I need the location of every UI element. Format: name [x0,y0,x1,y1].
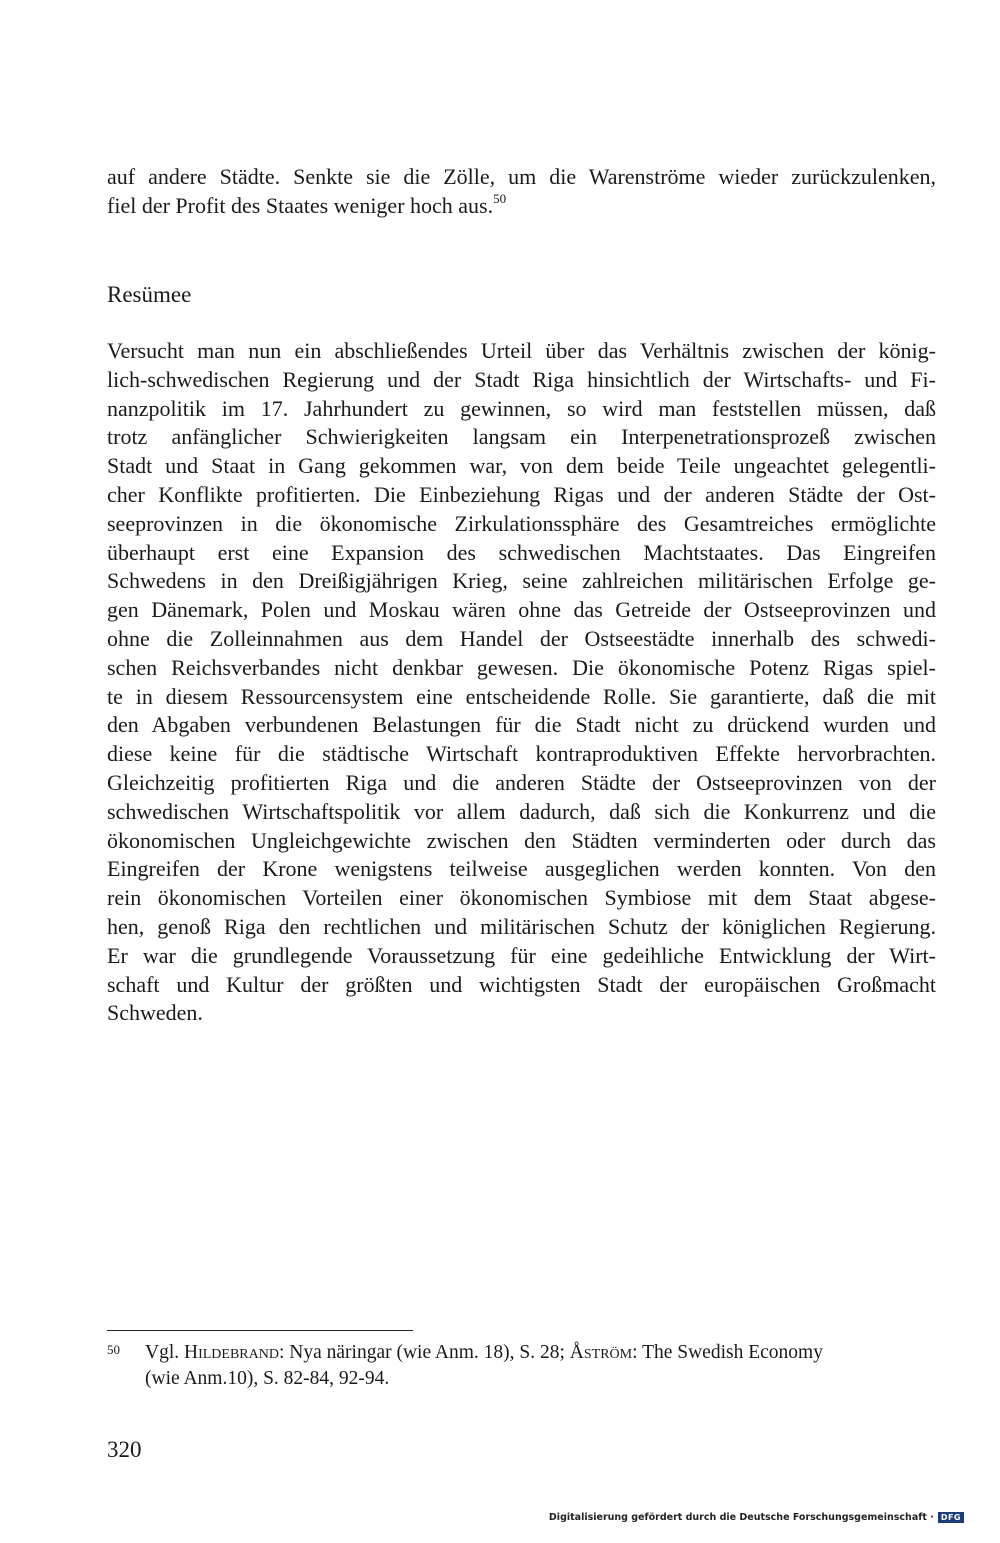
dfg-logo: DFG [938,1512,964,1523]
digitization-credit [549,1512,964,1523]
footnote-author: Hildebrand [184,1342,279,1363]
text-line: gen Dänemark, Polen und Moskau wären ohne das Getreide der Ostseeprovinzen und [107,597,936,623]
footnote-text [145,1340,936,1392]
text-line: Gleichzeitig profitierten Riga und die anderen Städte der Ostseeprovinzen von der [107,769,936,795]
text-line: te in diesem Ressourcensystem eine entscheidende Rolle. Sie garantierte, daß die mit [107,683,936,709]
intro-paragraph [107,163,936,221]
text-line [107,192,936,221]
digitization-text: Digitalisierung gefördert durch die Deutsche Forschungsgemeinschaft · [548,1512,934,1523]
text-line: rein ökonomischen Vorteilen einer ökonomischen Symbiose mit dem Staat abgese- [107,885,936,911]
footnote-number: 50 [107,1342,120,1357]
body-paragraph [107,337,936,1028]
text-line: hen, genoß Riga den rechtlichen und militärischen Schutz der königlichen Regierung. [107,913,936,939]
text-line: Versucht man nun ein abschließendes Urteil über das Verhältnis zwischen der könig- [107,338,936,363]
text-line-content: fiel der Profit des Staates weniger hoch aus. [107,192,494,218]
text-line: schaft und Kultur der größten und wichtigsten Stadt der europäischen Großmacht [107,971,936,997]
text-line: ökonomischen Ungleichgewichte zwischen den Städten verminderten oder durch das [107,827,936,853]
text-line: Er war die grundlegende Voraussetzung für eine gedeihliche Entwicklung der Wirt- [107,942,936,968]
text-line: nanzpolitik im 17. Jahrhundert zu gewinnen, so wird man feststellen müssen, daß [107,395,936,421]
footnote-divider [107,1330,413,1331]
footnote [107,1340,936,1392]
footnote-citation: : The Swedish Economy [632,1342,823,1363]
footnote-reference[interactable]: 50 [493,190,507,206]
text-line: lich-schwedischen Regierung und der Stadt Riga hinsichtlich der Wirtschafts- und Fi- [107,366,936,392]
text-line: schwedischen Wirtschaftspolitik vor allem dadurch, daß sich die Konkurrenz und die [107,798,936,824]
footnote-author: Åström [569,1342,633,1363]
text-line: Schwedens in den Dreißigjährigen Krieg, seine zahlreichen militärischen Erfolge ge- [107,568,936,594]
footnote-line [145,1340,936,1366]
text-line: Schweden. [107,1000,203,1026]
text-line: schen Reichsverbandes nicht denkbar gewesen. Die ökonomische Potenz Rigas spiel- [107,654,936,680]
text-line: Eingreifen der Krone wenigstens teilweise ausgeglichen werden konnten. Von den [107,856,936,882]
text-line: überhaupt erst eine Expansion des schwedischen Machtstaates. Das Eingreifen [107,539,936,565]
text-line: diese keine für die städtische Wirtschaft kontraproduktiven Effekte hervorbrachten. [107,741,936,767]
footnote-citation: : Nya näringar (wie Anm. 18), S. 28; [278,1342,570,1363]
text-line: den Abgaben verbundenen Belastungen für die Stadt nicht zu drückend wurden und [107,712,936,738]
text-line: ohne die Zolleinnahmen aus dem Handel der Ostseestädte innerhalb des schwedi- [107,625,936,651]
text-line: cher Konflikte profitierten. Die Einbeziehung Rigas und der anderen Städte der Ost- [107,481,936,507]
text-line: auf andere Städte. Senkte sie die Zölle, um die Warenströme wieder zurückzulenken, [107,164,936,189]
footnote-line: (wie Anm.10), S. 82-84, 92-94. [145,1368,390,1389]
page-number: 320 [107,1437,142,1462]
text-line: trotz anfänglicher Schwierigkeiten langsam ein Interpenetrationsprozeß zwischen [107,424,936,450]
text-line: seeprovinzen in die ökonomische Zirkulationssphäre des Gesamtreiches ermöglichte [107,510,936,536]
text-line: Stadt und Staat in Gang gekommen war, von dem beide Teile ungeachtet gelegentli- [107,453,936,479]
footnote-prefix: Vgl. [145,1342,184,1363]
section-heading: Resümee [107,282,192,307]
